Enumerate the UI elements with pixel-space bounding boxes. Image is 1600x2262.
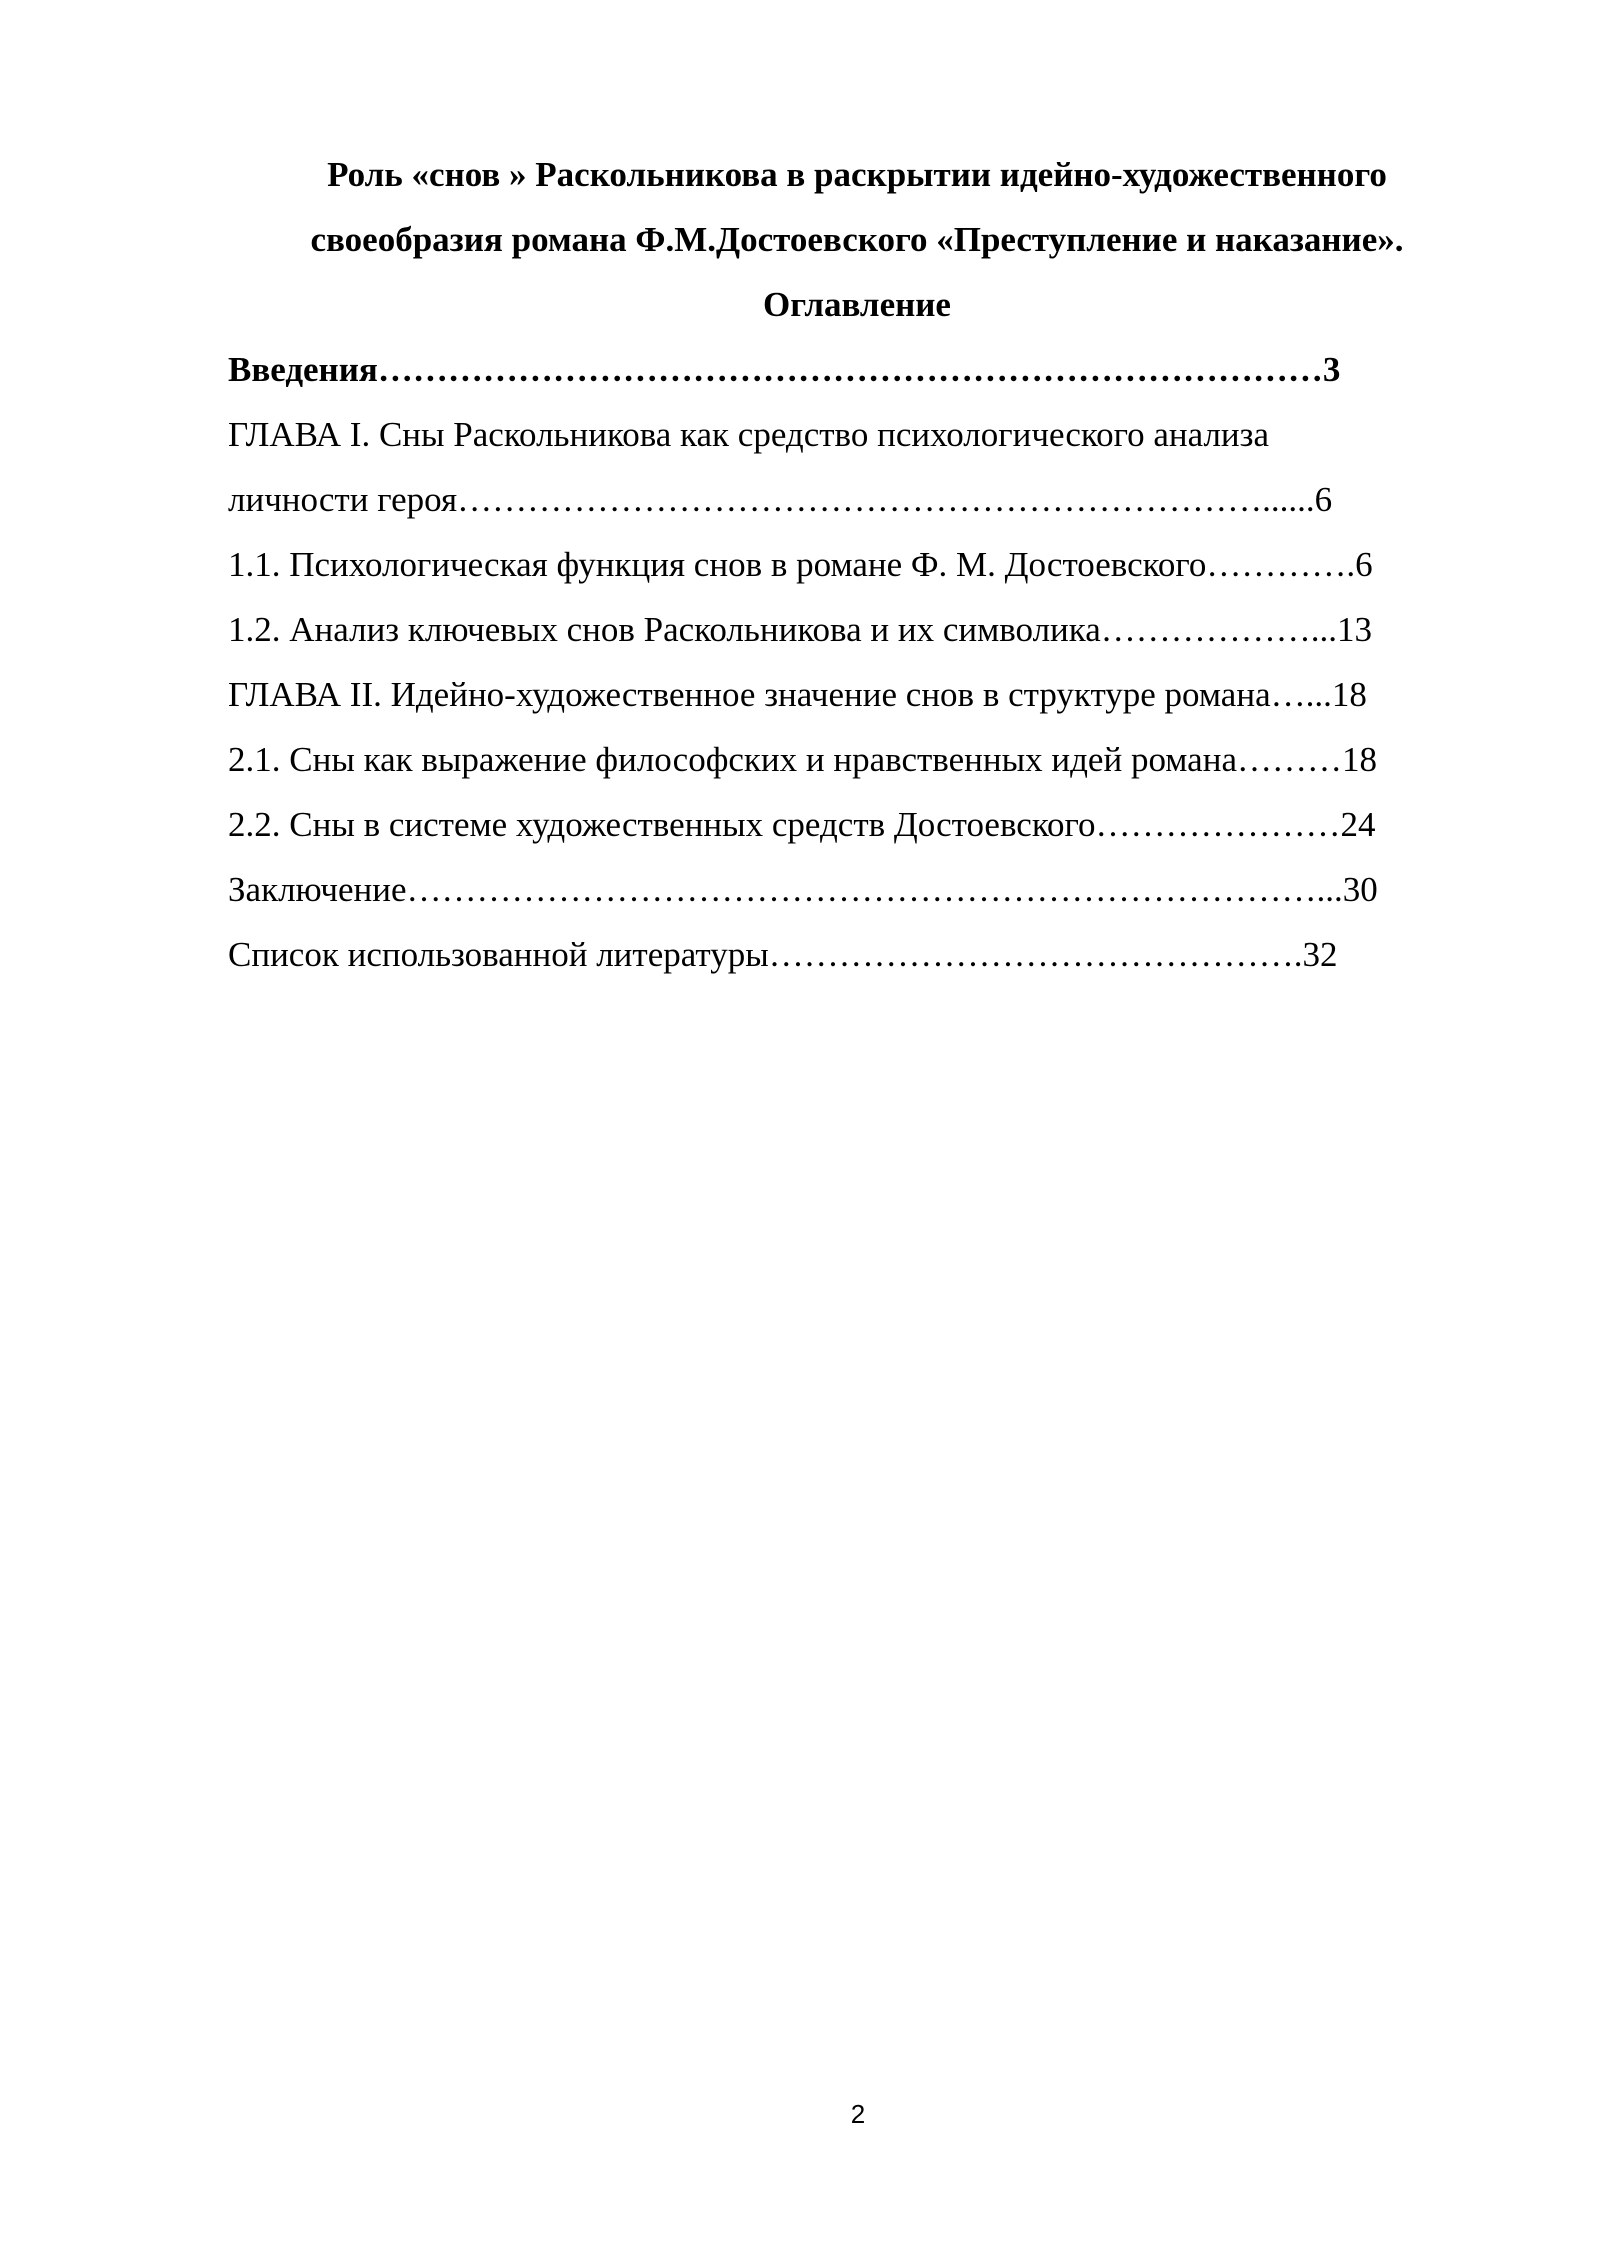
toc-entry-bibliography: Список использованной литературы……………………………………….32 xyxy=(228,935,1338,974)
document-title-line-1: Роль «снов » Раскольникова в раскрытии идейно-художественного xyxy=(327,155,1387,194)
toc-entry-chapter-2: ГЛАВА II. Идейно-художественное значение снов в структуре романа…...18 xyxy=(228,675,1367,714)
toc-entry-introduction: Введения………………………………………………………………………3 xyxy=(228,350,1341,389)
table-of-contents xyxy=(228,337,1468,987)
toc-entry-chapter-1-continued: личности героя……………………………………………………………......6 xyxy=(228,480,1333,519)
toc-entry-chapter-1: ГЛАВА I. Сны Раскольникова как средство психологического анализа xyxy=(228,415,1270,454)
page-number: 2 xyxy=(850,2099,866,2129)
document-title xyxy=(228,142,1486,272)
toc-entry-section-1-2: 1.2. Анализ ключевых снов Раскольникова и их символика………………...13 xyxy=(228,610,1373,649)
toc-entry-conclusion: Заключение……………………………………………………………………...30 xyxy=(228,870,1378,909)
toc-entry-section-1-1: 1.1. Психологическая функция снов в романе Ф. М. Достоевского………….6 xyxy=(228,545,1373,584)
toc-entry-section-2-2: 2.2. Сны в системе художественных средств Достоевского…………………24 xyxy=(228,805,1376,844)
document-title-line-2: своеобразия романа Ф.М.Достоевского «Преступление и наказание». xyxy=(310,220,1404,259)
toc-entry-section-2-1: 2.1. Сны как выражение философских и нравственных идей романа………18 xyxy=(228,740,1377,779)
toc-heading: Оглавление xyxy=(763,285,951,324)
